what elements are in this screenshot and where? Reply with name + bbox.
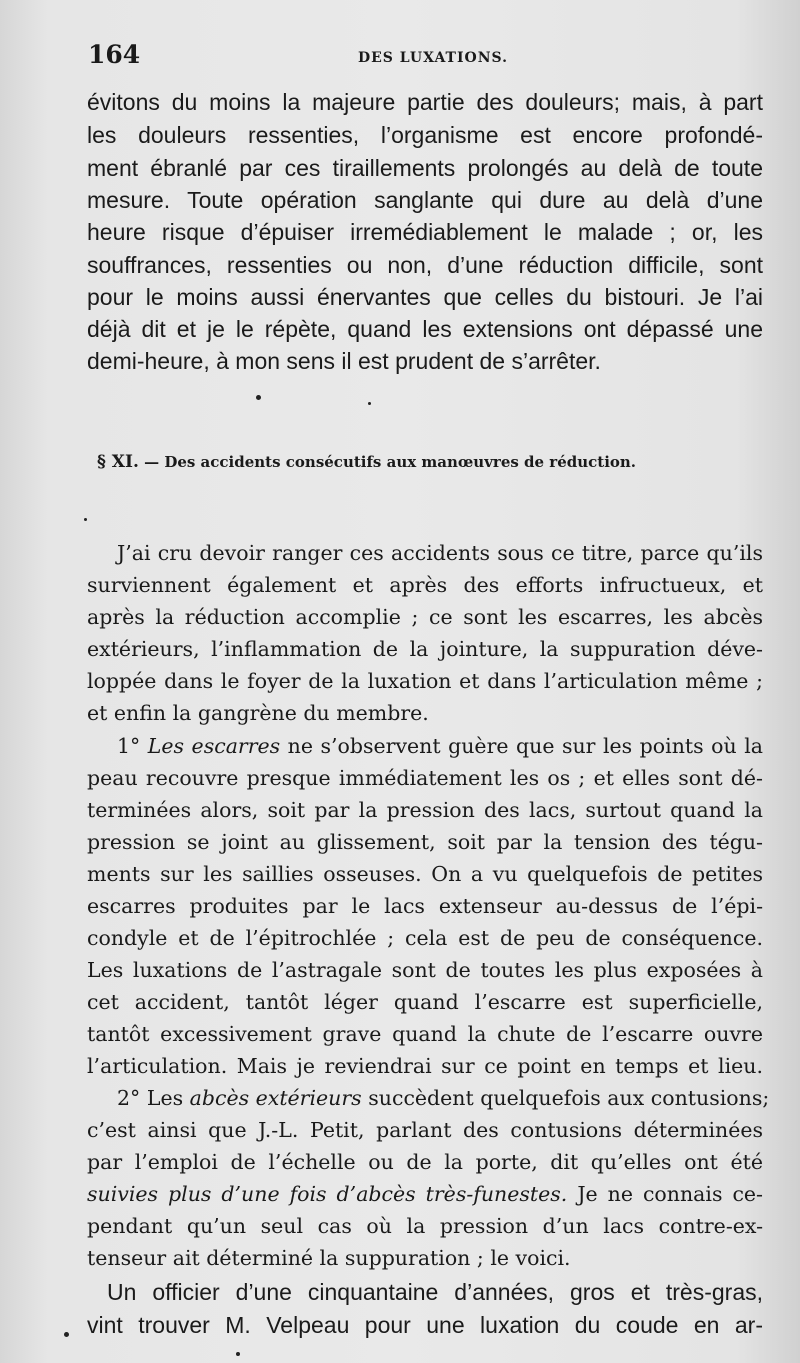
scan-speck bbox=[256, 395, 261, 400]
text-line: évitons du moins la majeure partie des douleurs; mais, à part bbox=[87, 89, 763, 115]
text-line: condyle et de l’épitrochlée ; cela est de peu de conséquence. bbox=[87, 926, 763, 950]
text-line: peau recouvre presque immédiatement les os ; et elles sont dé- bbox=[87, 766, 763, 790]
text-span: succèdent quelquefois aux contusions; bbox=[368, 1086, 770, 1110]
text-line: loppée dans le foyer de la luxation et dans l’articulation même ; bbox=[87, 669, 763, 693]
text-line: ment ébranlé par ces tiraillements prolongés au delà de toute bbox=[87, 155, 763, 181]
text-line: l’articulation. Mais je reviendrai sur ce point en temps et lieu. bbox=[87, 1054, 763, 1078]
page-header bbox=[0, 40, 800, 80]
list-number: 1° bbox=[117, 734, 141, 758]
page-number: 164 bbox=[88, 40, 141, 69]
text-line: tantôt excessivement grave quand la chute de l’escarre ouvre bbox=[87, 1022, 763, 1046]
text-line: après la réduction accomplie ; ce sont les escarres, les abcès bbox=[87, 605, 763, 629]
section-number: § XI. bbox=[97, 452, 139, 472]
text-line: vint trouver M. Velpeau pour une luxation du coude en ar- bbox=[87, 1312, 763, 1338]
text-line: Un officier d’une cinquantaine d’années, gros et très-gras, bbox=[107, 1279, 763, 1305]
scan-speck bbox=[84, 518, 87, 521]
text-line: pendant qu’un seul cas où la pression d’un lacs contre-ex- bbox=[87, 1214, 763, 1238]
text-line: surviennent également et après des efforts infructueux, et bbox=[87, 573, 763, 597]
text-line: c’est ainsi que J.-L. Petit, parlant des contusions déterminées bbox=[87, 1118, 763, 1142]
text-span: Je ne connais ce- bbox=[577, 1182, 763, 1206]
text-line: mesure. Toute opération sanglante qui dure au delà d’une bbox=[87, 187, 763, 213]
italic-quote: suivies plus d’une fois d’abcès très-funestes. bbox=[87, 1182, 568, 1206]
italic-term: Les escarres bbox=[147, 734, 281, 758]
text-line bbox=[87, 1178, 763, 1210]
text-line: pour le moins aussi énervantes que celles du bistouri. Je l’ai bbox=[87, 284, 763, 310]
section-heading bbox=[97, 452, 757, 472]
text-line: ments sur les saillies osseuses. On a vu quelquefois de petites bbox=[87, 862, 763, 886]
text-line: par l’emploi de l’échelle ou de la porte, dit qu’elles ont été bbox=[87, 1150, 763, 1174]
text-line: tenseur ait déterminé la suppuration ; le voici. bbox=[87, 1246, 571, 1270]
text-line: heure risque d’épuiser irremédiablement le malade ; or, les bbox=[87, 219, 763, 245]
text-line: pression se joint au glissement, soit par la tension des tégu- bbox=[87, 830, 763, 854]
text-span: Les bbox=[146, 1086, 184, 1110]
text-line bbox=[117, 1082, 770, 1114]
scan-speck bbox=[236, 1352, 240, 1356]
scan-speck bbox=[368, 402, 371, 405]
text-line: terminées alors, soit par la pression des lacs, surtout quand la bbox=[87, 798, 763, 822]
text-line: déjà dit et je le répète, quand les extensions ont dépassé une bbox=[87, 316, 763, 342]
running-title: DES LUXATIONS. bbox=[358, 50, 508, 66]
list-number: 2° bbox=[117, 1086, 141, 1110]
text-line: cet accident, tantôt léger quand l’escarre est superficielle, bbox=[87, 990, 763, 1014]
text-line bbox=[117, 730, 763, 762]
text-line: escarres produites par le lacs extenseur au-dessus de l’épi- bbox=[87, 894, 763, 918]
text-line: extérieurs, l’inflammation de la jointure, la suppuration déve- bbox=[87, 637, 763, 661]
scan-speck bbox=[64, 1332, 69, 1337]
text-line: demi-heure, à mon sens il est prudent de s’arrêter. bbox=[87, 348, 601, 374]
text-line: et enfin la gangrène du membre. bbox=[87, 701, 429, 725]
italic-term: abcès extérieurs bbox=[189, 1086, 362, 1110]
section-title: Des accidents consécutifs aux manœuvres de réduction. bbox=[164, 453, 637, 471]
text-line: souffrances, ressenties ou non, d’une réduction difficile, sont bbox=[87, 252, 763, 278]
text-line: Les luxations de l’astragale sont de toutes les plus exposées à bbox=[87, 958, 763, 982]
text-span: ne s’observent guère que sur les points où la bbox=[287, 734, 763, 758]
text-line: J’ai cru devoir ranger ces accidents sous ce titre, parce qu’ils bbox=[117, 541, 763, 565]
section-dash: — bbox=[144, 453, 160, 471]
text-line: les douleurs ressenties, l’organisme est encore profondé- bbox=[87, 122, 763, 148]
